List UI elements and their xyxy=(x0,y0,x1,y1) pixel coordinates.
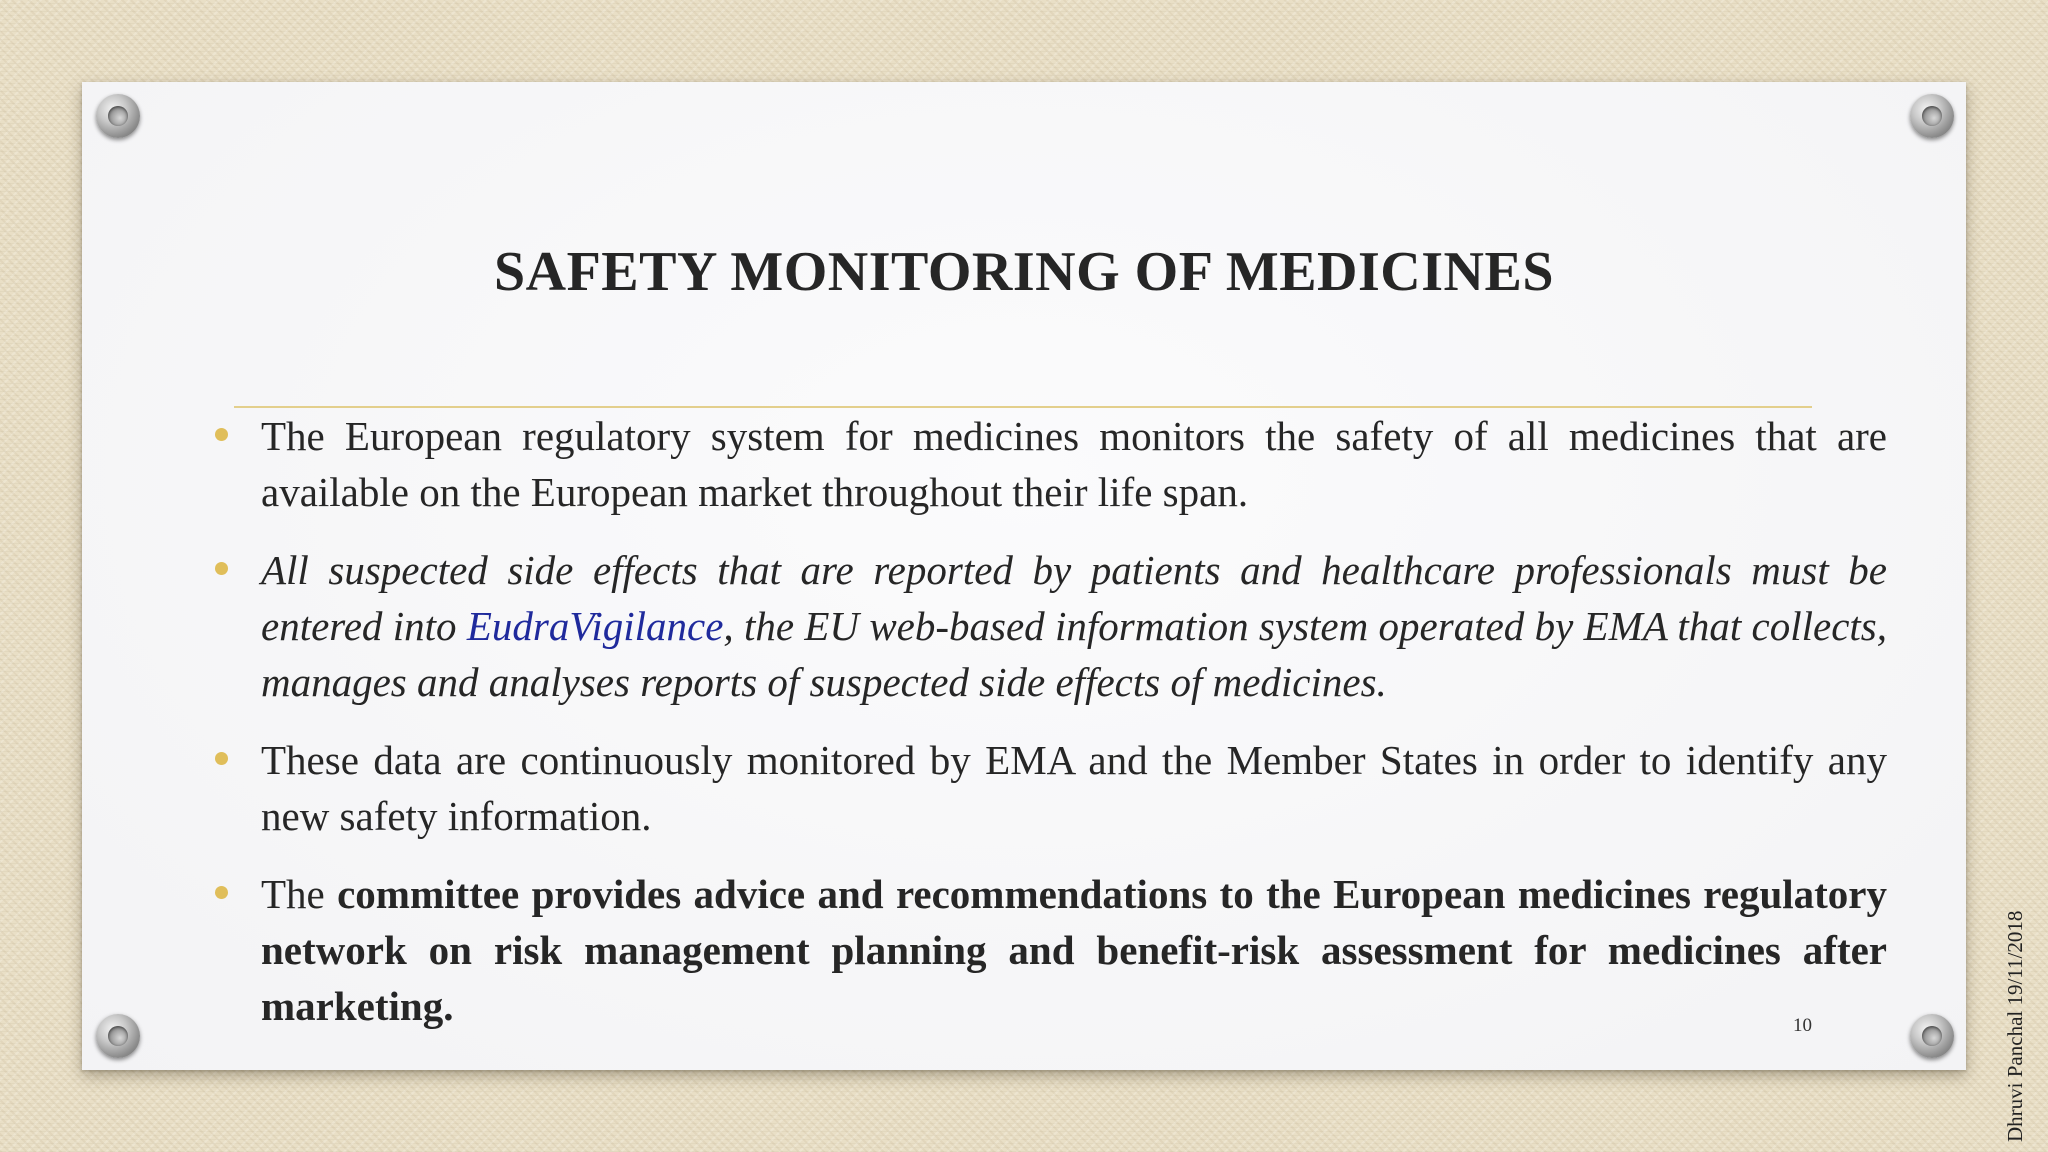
bullet-text-lead: The xyxy=(261,871,338,917)
slide-title: SAFETY MONITORING OF MEDICINES xyxy=(494,241,1554,303)
rivet-top-right xyxy=(1910,94,1954,138)
bullet-icon xyxy=(215,428,228,441)
bullet-text: The European regulatory system for medicines monitors the safety of all medicines that are available on the European market throughout their life span. xyxy=(261,413,1887,515)
bullet-list xyxy=(211,408,1887,1056)
page-number: 10 xyxy=(1793,1015,1812,1036)
bullet-item-3 xyxy=(211,732,1887,844)
rivet-bottom-left xyxy=(96,1014,140,1058)
bullet-icon xyxy=(215,752,228,765)
bullet-text-bold: committee provides advice and recommendations to the European medicines regulatory network on risk management planning and benefit-risk assessment for medicines after marketing. xyxy=(261,871,1887,1029)
bullet-item-4 xyxy=(211,866,1887,1034)
bullet-icon xyxy=(215,562,228,575)
slide-card xyxy=(82,82,1966,1070)
bullet-icon xyxy=(215,886,228,899)
bullet-text: These data are continuously monitored by EMA and the Member States in order to identify any new safety information. xyxy=(261,737,1887,839)
bullet-text-rest: , the EU web-based information system operated by EMA that collects, manages and analyses reports of suspected side effects of medicines. xyxy=(261,603,1887,705)
bullet-item-2 xyxy=(211,542,1887,710)
rivet-top-left xyxy=(96,94,140,138)
bullet-text-intro: All suspected side effects that are reported by patients and healthcare professionals must be entered into xyxy=(261,547,1887,649)
rivet-bottom-right xyxy=(1910,1014,1954,1058)
eudravigilance-link[interactable]: EudraVigilance xyxy=(466,603,724,649)
bullet-item-1 xyxy=(211,408,1887,520)
author-date-note: Dhruvi Panchal 19/11/2018 xyxy=(2003,910,2027,1142)
